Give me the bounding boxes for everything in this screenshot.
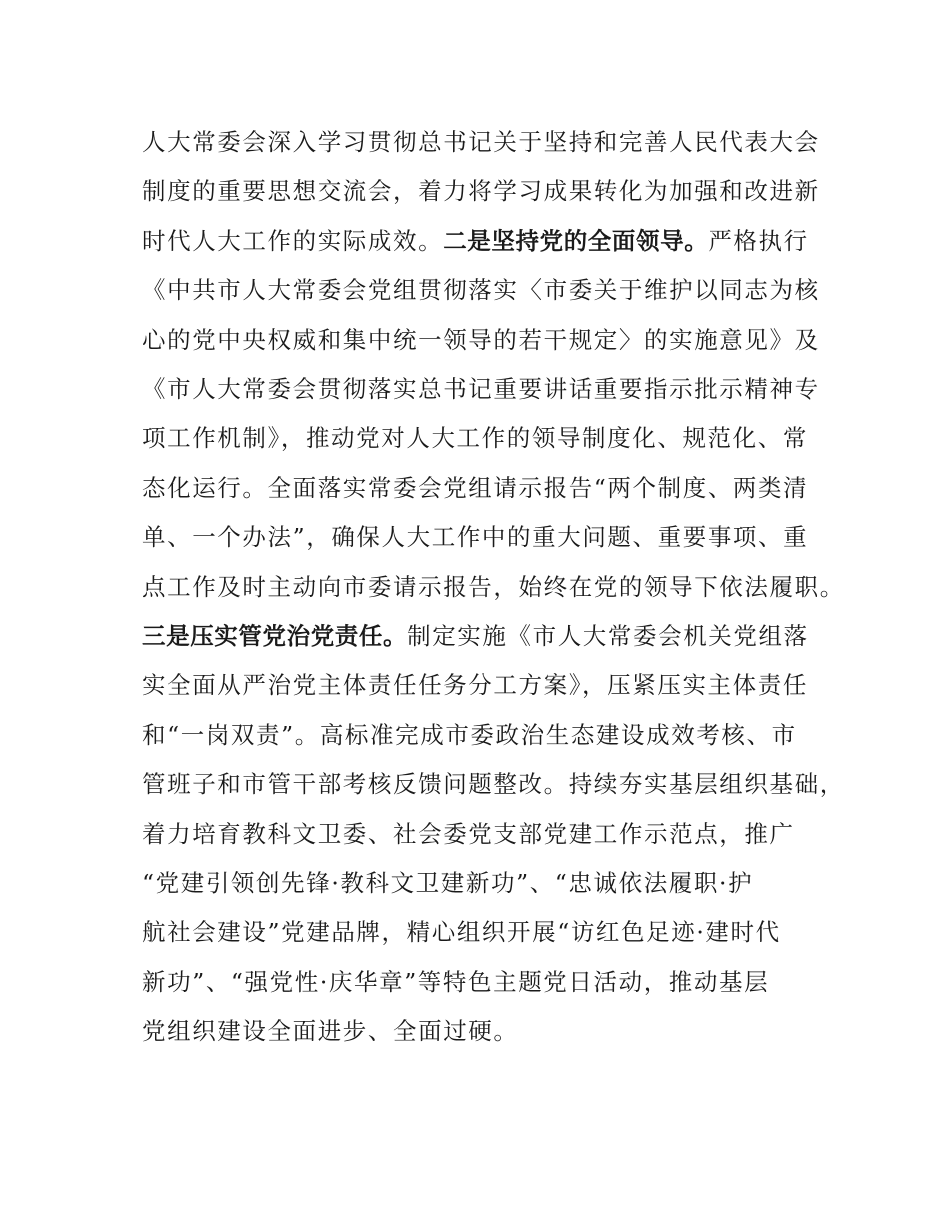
- text-line: [142, 118, 842, 167]
- line-text: 管班子和市管干部考核反馈问题整改。持续夯实基层组织基础，: [142, 770, 845, 799]
- line-text: 着力培育教科文卫委、社会委党支部党建工作示范点，推广: [142, 819, 795, 848]
- text-line: [142, 711, 842, 760]
- line-text: 心的党中央权威和集中统一领导的若干规定〉的实施意见》及: [142, 325, 820, 354]
- line-text: 项工作机制》，推动党对人大工作的领导制度化、规范化、常: [142, 424, 808, 453]
- text-line: [142, 167, 842, 216]
- line-text: 制定实施《市人大常委会机关党组落: [407, 622, 809, 650]
- text-line: [142, 1007, 842, 1056]
- line-text: 和“一岗双责”。高标准完成市委政治生态建设成效考核、市: [142, 720, 797, 749]
- text-line: [142, 464, 842, 513]
- line-text: 实全面从严治党主体责任任务分工方案》，压紧压实主体责任: [142, 671, 808, 700]
- bold-heading-text: 二是坚持党的全面领导。: [443, 226, 709, 255]
- text-line: [142, 513, 842, 562]
- line-text: 人大常委会深入学习贯彻总书记关于坚持和完善人民代表大会: [142, 128, 820, 156]
- line-text: 《市人大常委会贯彻落实总书记重要讲话重要指示批示精神专: [142, 375, 820, 403]
- text-line: [142, 612, 842, 661]
- line-text: 态化运行。全面落实常委会党组请示报告“两个制度、两类清: [142, 473, 809, 502]
- line-text: 《中共市人大常委会党组贯彻落实〈市委关于维护以同志为核: [142, 276, 820, 305]
- text-line: [142, 414, 842, 463]
- text-line: [142, 810, 842, 859]
- text-line: [142, 217, 842, 266]
- line-text: 制度的重要思想交流会，着力将学习成果转化为加强和改进新: [142, 177, 820, 206]
- line-text: 新功”、“强党性·庆华章”等特色主题党日活动，推动基层: [142, 967, 770, 996]
- line-text: 党组织建设全面进步、全面过硬。: [142, 1017, 519, 1046]
- text-line: [142, 908, 842, 957]
- line-text: 航社会建设”党建品牌，精心组织开展“访红色足迹·建时代: [142, 918, 781, 947]
- bold-heading-text: 三是压实管党治党责任。: [142, 622, 408, 650]
- text-line: [142, 563, 845, 612]
- line-text: 单、一个办法”，确保人大工作中的重大问题、重要事项、重: [142, 523, 809, 552]
- text-line: [142, 958, 842, 1007]
- line-text: 严格执行: [708, 226, 809, 255]
- text-line: [142, 859, 842, 908]
- text-line: [142, 365, 842, 414]
- line-text: 点工作及时主动向市委请示报告，始终在党的领导下依法履职。: [142, 572, 845, 601]
- text-line: [142, 266, 842, 315]
- text-line: [142, 760, 845, 809]
- text-line: [142, 316, 842, 365]
- text-line: [142, 661, 842, 710]
- line-text: “党建引领创先锋·教科文卫建新功”、“忠诚依法履职·护: [142, 869, 754, 897]
- line-text: 时代人大工作的实际成效。: [142, 226, 444, 255]
